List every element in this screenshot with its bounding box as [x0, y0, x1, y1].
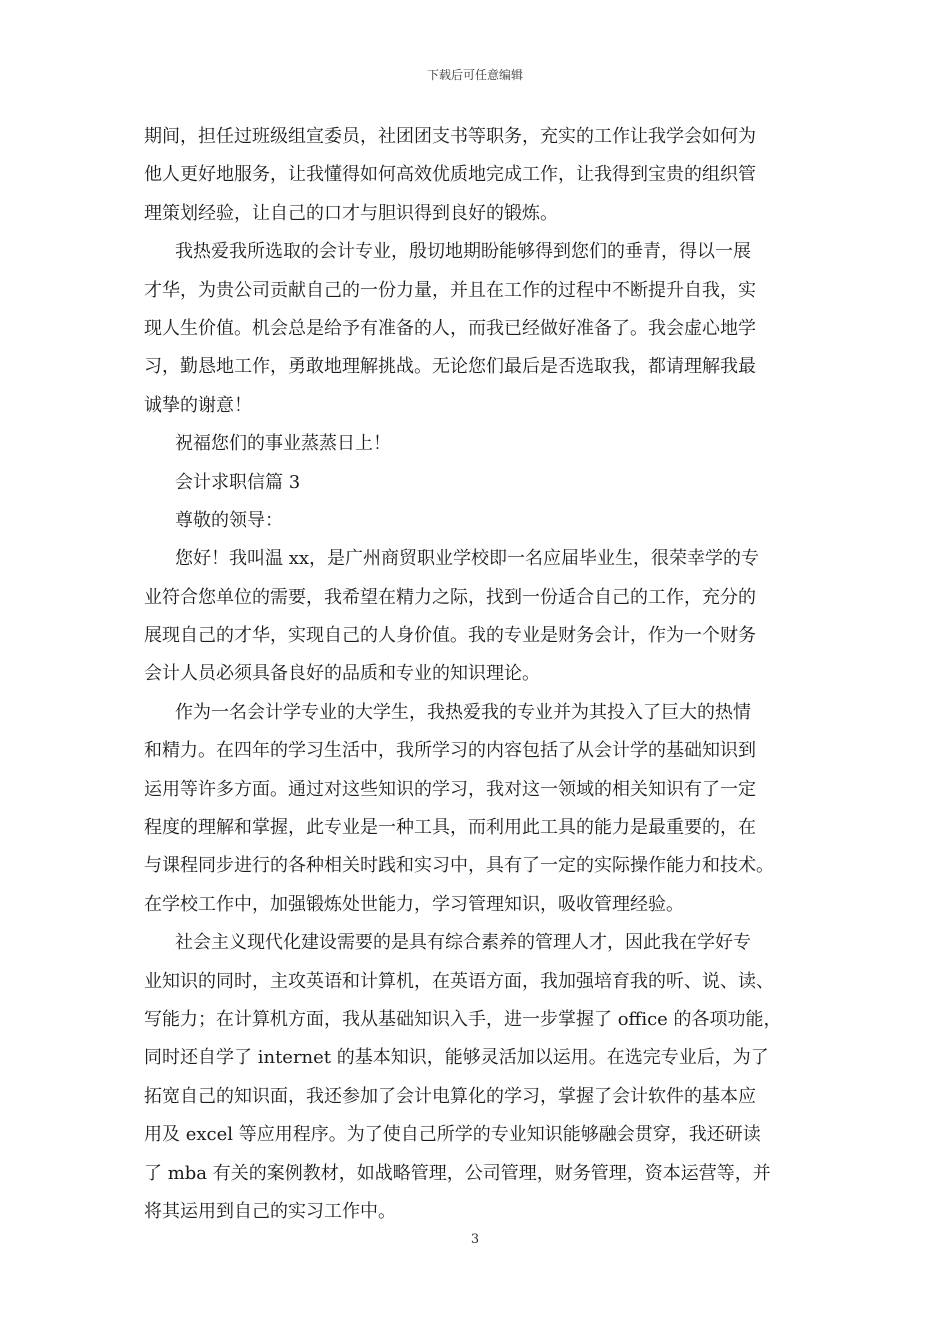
text-line: 期间，担任过班级组宣委员，社团团支书等职务，充实的工作让我学会如何为 [144, 126, 756, 147]
text-line: 了 mba 有关的案例教材，如战略管理，公司管理，财务管理，资本运营等，并 [144, 1162, 771, 1184]
paragraph-start: 我热爱我所选取的会计专业，殷切地期盼能够得到您们的垂青，得以一展 [175, 241, 751, 263]
document-body [144, 118, 826, 1231]
text-line: 才华，为贵公司贡献自己的一份力量，并且在工作的过程中不断提升自我，实 [144, 279, 756, 301]
text-line: 用及 excel 等应用程序。为了使自己所学的专业知识能够融会贯穿，我还研读 [144, 1124, 761, 1146]
section-title: 会计求职信篇 3 [175, 471, 301, 493]
paragraph-start: 作为一名会计学专业的大学生，我热爱我的专业并为其投入了巨大的热情 [175, 701, 751, 723]
text-line: 将其运用到自己的实习工作中。 [144, 1200, 396, 1222]
text-line: 现人生价值。机会总是给予有准备的人，而我已经做好准备了。我会虚心地学 [144, 317, 756, 339]
text-line: 同时还自学了 internet 的基本知识，能够灵活加以运用。在选完专业后，为了 [144, 1047, 769, 1069]
text-line: 在学校工作中，加强锻炼处世能力，学习管理知识，吸收管理经验。 [144, 893, 684, 915]
text-line: 运用等许多方面。通过对这些知识的学习，我对这一领域的相关知识有了一定 [144, 778, 756, 800]
text-line: 和精力。在四年的学习生活中，我所学习的内容包括了从会计学的基础知识到 [144, 740, 756, 762]
closing-wish: 祝福您们的事业蒸蒸日上！ [175, 433, 391, 455]
text-line: 习，勤恳地工作，勇敢地理解挑战。无论您们最后是否选取我，都请理解我最 [144, 356, 756, 378]
text-line: 展现自己的才华，实现自己的人身价值。我的专业是财务会计，作为一个财务 [144, 625, 756, 647]
text-line: 写能力；在计算机方面，我从基础知识入手，进一步掌握了 office 的各项功能， [144, 1008, 782, 1030]
text-line: 会计人员必须具备良好的品质和专业的知识理论。 [144, 663, 540, 685]
page-number: 3 [470, 1232, 480, 1247]
text-line: 与课程同步进行的各种相关时践和实习中，具有了一定的实际操作能力和技术。 [144, 855, 774, 877]
text-line: 业知识的同时，主攻英语和计算机，在英语方面，我加强培育我的听、说、读、 [144, 970, 774, 992]
text-line: 诚挚的谢意！ [144, 394, 252, 416]
salutation: 尊敬的领导： [175, 509, 283, 531]
text-line: 业符合您单位的需要，我希望在精力之际，找到一份适合自己的工作，充分的 [144, 586, 756, 608]
page-header: 下载后可任意编辑 [426, 68, 523, 82]
text-line: 他人更好地服务，让我懂得如何高效优质地完成工作，让我得到宝贵的组织管 [144, 164, 756, 186]
text-line: 理策划经验，让自己的口才与胆识得到良好的锻炼。 [144, 202, 558, 224]
text-line: 拓宽自己的知识面，我还参加了会计电算化的学习，掌握了会计软件的基本应 [144, 1085, 756, 1107]
paragraph-start: 社会主义现代化建设需要的是具有综合素养的管理人才，因此我在学好专 [175, 932, 751, 954]
text-line: 程度的理解和掌握，此专业是一种工具，而利用此工具的能力是最重要的，在 [144, 817, 756, 839]
paragraph-start: 您好！我叫温 xx，是广州商贸职业学校即一名应届毕业生，很荣幸学的专 [175, 548, 760, 570]
